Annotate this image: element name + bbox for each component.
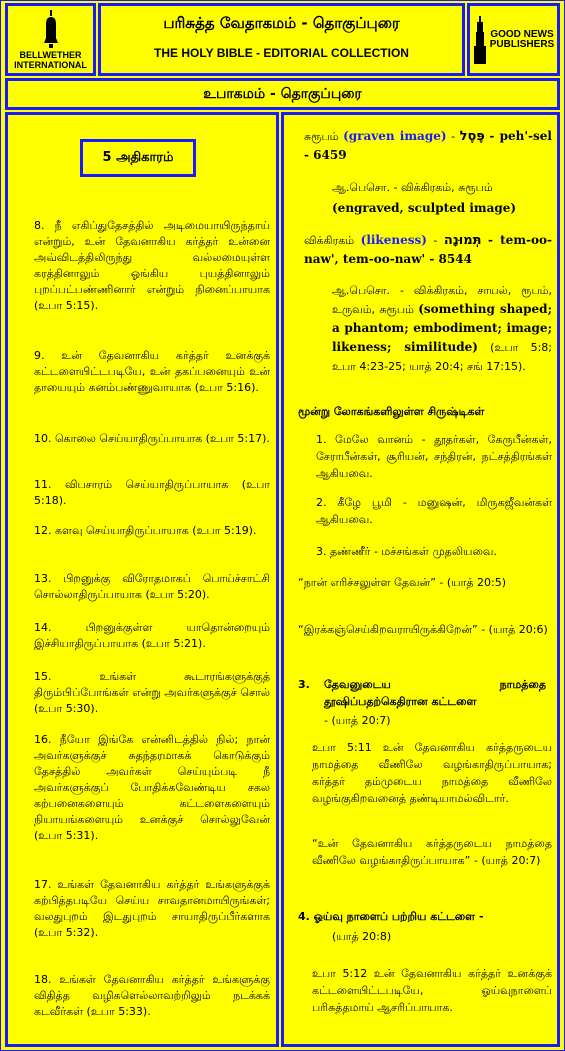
- left-logo-line2: INTERNATIONAL: [14, 59, 87, 70]
- list-item: 1. மேலே வானம் - தூதர்கள், கேருபீன்கள், சேராபீன்கள், சூரியன், சந்திரன், நட்சத்திரங்கள் ஆகியவை.: [316, 433, 552, 480]
- good-news-logo: [467, 3, 560, 76]
- title-box: [98, 3, 465, 76]
- list-item: 8. நீ எகிப்துதேசத்தில் அடிமையாயிருந்தாய் என்றும், உன் தேவனாகிய கர்த்தர் உன்னை அவ்விடத்திலிருந்து வல்லமையுள்ள கரத்தினாலும் ஓங்கிய புயத்தினாலும் புறப்பட்பண்ணினார் என்றும் நினைப்பாயாக (உபா 5:15).: [34, 219, 270, 312]
- list-item: 9. உன் தேவனாகிய கர்த்தர் உனக்குக் கட்டளையிட்டபடியே, உன் தகப்பனையும் உன் தாயையும் கனம்பண்ணுவாயாக (உபா 5:16).: [34, 349, 271, 394]
- quote-2: “இரக்கஞ்செய்கிறவராயிருக்கிறேன்” - (யாத் 20:6): [298, 623, 548, 636]
- section-heading-creations: மூன்று லோகங்களிலுள்ள சிருஷ்டிகள்: [298, 405, 485, 418]
- quote-3: “உன் தேவனாகிய கர்த்தருடைய நாமத்தை வீணிலே வழங்காதிருப்பாயாக” - (யாத் 20:7): [312, 837, 552, 867]
- list-item: 2. கீழே பூமி - மனுஷன், மிருகஜீவன்கள் ஆகியவை.: [316, 496, 552, 526]
- list-item: 16. நீயோ இங்கே என்னிடத்தில் நில்; நான் அவர்களுக்குச் சுதந்தரமாகக் கொடுக்கும் தேசத்தில் அவர்கள் செய்யும்படி நீ அவர்களுக்குப் போதிக்கவேண்டிய சகல கற்பனைகளையும் கட்டளைகளையும் நியாயங்களையும் உனக்குச் சொல்லுவேன் (உபா 5:31).: [34, 733, 270, 842]
- right-column: [281, 112, 560, 1047]
- heading-3-ref: - (யாத் 20:7): [324, 714, 391, 727]
- right-logo-line1: GOOD NEWS: [490, 28, 554, 40]
- bellwether-logo: [5, 3, 96, 76]
- word-definition-1: ஆ.பெசொ. - விக்கிரகம், சுரூபம் (engraved, sculpted image): [332, 181, 517, 215]
- left-column: [5, 112, 279, 1047]
- left-logo-line1: BELLWETHER: [19, 49, 82, 60]
- list-item: 18. உங்கள் தேவனாகிய கர்த்தர் உங்களுக்கு விதித்த வழிகளெல்லாவற்றிலும் நடக்கக் கடவீர்கள் (உபா 5:33).: [34, 973, 270, 1018]
- paragraph-4: உபா 5:12 உன் தேவனாகிய கர்த்தர் உனக்குக் கட்டளையிட்டபடியே, ஓய்வுநாளைப் பரிசுத்தமாய் ஆசரிப்பாயாக.: [312, 967, 552, 1014]
- paragraph-3: உபா 5:11 உன் தேவனாகிய கர்த்தருடைய நாமத்தை வீணிலே வழங்காதிருப்பாயாக; கர்த்தர் தம்முடைய நாமத்தை வீணிலே வழங்குகிறவனைத் தண்டியாமல்விடார்.: [312, 741, 552, 805]
- list-item: 17. உங்கள் தேவனாகிய கர்த்தர் உங்களுக்குக் கற்பித்தபடியே செய்ய சாவதானமாயிருங்கள்; வலதுபுறம் இடதுபுறம் சாயாதிருப்பீர்களாக (உபா 5:32).: [34, 878, 271, 939]
- subtitle-box: [5, 78, 560, 110]
- bell-icon: [43, 10, 59, 50]
- tower-icon: [473, 16, 487, 64]
- list-item: 14. பிறனுக்குள்ள யாதொன்றையும் இச்சியாதிருப்பாயாக (உபா 5:21).: [34, 621, 270, 650]
- list-item: 11. விபசாரம் செய்யாதிருப்பாயாக (உபா 5:18).: [34, 478, 271, 507]
- subtitle: உபாகமம் - தொகுப்புரை: [203, 86, 362, 102]
- title-english: THE HOLY BIBLE - EDITORIAL COLLECTION: [154, 46, 409, 60]
- heading-commandment-3: 3. தேவனுடைய நாமத்தை தூஷிப்பதற்கெதிரான கட்டளை: [298, 678, 546, 708]
- word-entry-likeness: விக்கிரகம் (likeness) - תְּמוּנָה - tem-oo-naw', tem-oo-naw' - 8544: [304, 233, 552, 266]
- list-item: 15. உங்கள் கூடாரங்களுக்குத் திரும்பிப்போங்கள் என்று அவர்களுக்குச் சொல் (உபா 5:30).: [34, 670, 270, 715]
- list-item: 13. பிறனுக்கு விரோதமாகப் பொய்ச்சாட்சி சொல்லாதிருப்பாயாக (உபா 5:20).: [34, 572, 270, 601]
- list-item: 3. தண்ணீர் - மச்சங்கள் முதலியவை.: [316, 545, 497, 558]
- chapter-heading: 5 அதிகாரம்: [80, 139, 196, 177]
- word-definition-2: ஆ.பெசொ. - விக்கிரகம், சாயல், ரூபம், உருவம், சுரூபம் (something shaped; a phantom; embodiment; image; likeness; similitude) (உபா 5:8; உபா 4:23-25; யாத் 20:4; சங் 17:15).: [332, 284, 553, 373]
- word-entry-graven-image: சுரூபம் (graven image) - פֶּסֶל - peh'-sel - 6459: [304, 129, 552, 162]
- heading-4-ref: (யாத் 20:8): [332, 930, 392, 943]
- quote-1: “நான் எரிச்சலுள்ள தேவன்” - (யாத் 20:5): [298, 576, 506, 589]
- heading-commandment-4: 4. ஓய்வு நாளைப் பற்றிய கட்டளை -: [298, 910, 484, 923]
- list-item: 10. கொலை செய்யாதிருப்பாயாக (உபா 5:17).: [34, 432, 270, 445]
- list-item: 12. களவு செய்யாதிருப்பாயாக (உபா 5:19).: [34, 524, 257, 537]
- right-logo-line2: PUBLISHERS: [489, 38, 555, 50]
- title-tamil: பரிசுத்த வேதாகமம் - தொகுப்புரை: [163, 14, 400, 32]
